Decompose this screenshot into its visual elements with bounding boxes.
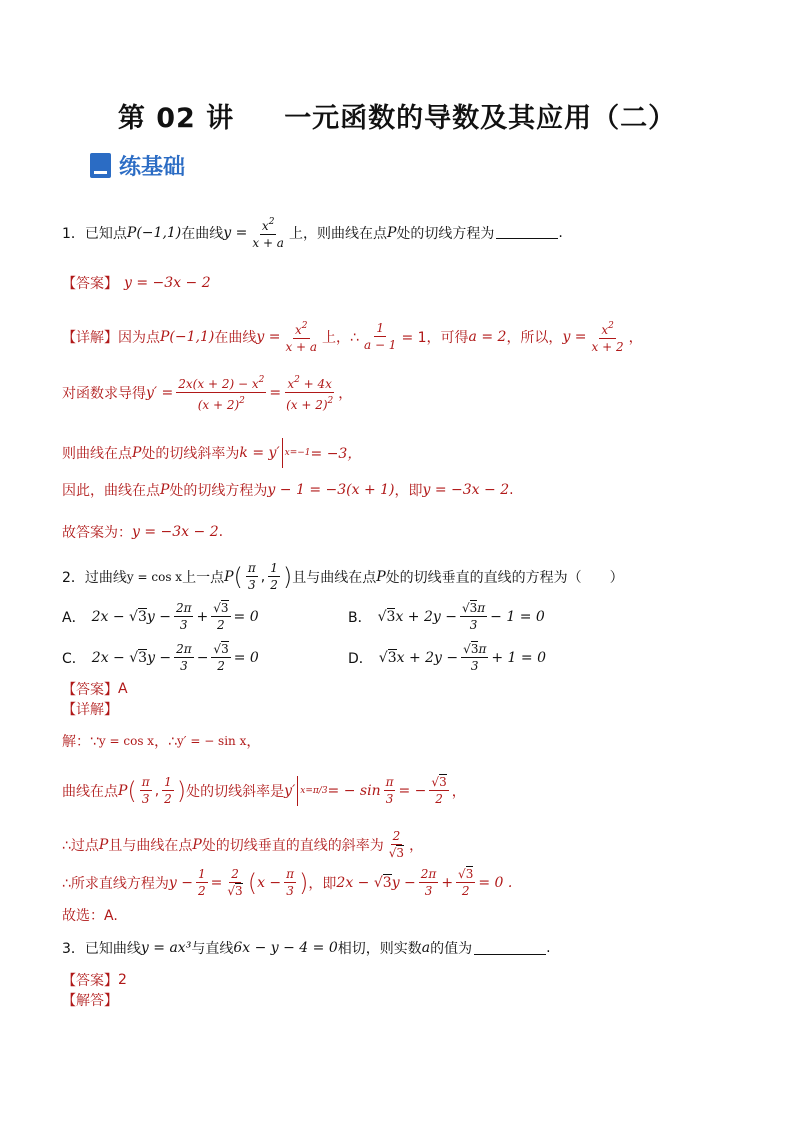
detail-point: P(−1,1) bbox=[160, 328, 215, 345]
fraction: $\frac{2\pi}{3}$ bbox=[420, 867, 437, 898]
detail-math: x=−1 bbox=[284, 448, 311, 458]
q3-text: 相切，则实数 bbox=[337, 941, 422, 957]
fraction: $\frac{\pi}{3}$ bbox=[247, 561, 256, 592]
option-math: = 0 bbox=[233, 608, 259, 625]
detail-math: = bbox=[269, 384, 282, 401]
question-1 bbox=[62, 214, 563, 251]
option-label: C． bbox=[62, 650, 86, 667]
q2-text: 过曲线 bbox=[84, 569, 127, 586]
q3-text: 的值为 bbox=[430, 941, 473, 957]
detail-2-line-5 bbox=[62, 905, 118, 925]
detail-1-line-4 bbox=[62, 480, 514, 500]
q2-point: P bbox=[224, 568, 234, 585]
fraction: $\frac{√3\pi}{3}$ bbox=[463, 642, 487, 673]
option-math: = 0 bbox=[233, 649, 259, 666]
detail-math: x=π/3 bbox=[300, 785, 328, 796]
q2-text: 处的切线垂直的直线的方程为（ ） bbox=[385, 569, 624, 586]
option-math: √3x + 2y − bbox=[378, 649, 459, 666]
detail-math: k = y′ bbox=[239, 445, 280, 461]
detail-text: 曲线在点 bbox=[62, 783, 118, 800]
q2-curve: y = cos x bbox=[126, 569, 183, 584]
answer-blank bbox=[474, 942, 546, 955]
option-math: − bbox=[196, 649, 209, 666]
detail-text: ， bbox=[338, 385, 353, 402]
option-math: + 1 = 0 bbox=[491, 649, 546, 666]
detail-3-tag bbox=[62, 990, 118, 1010]
fraction: $\frac{1}{2}$ bbox=[198, 867, 206, 898]
detail-text: 处的切线方程为 bbox=[169, 483, 268, 499]
detail-math: P bbox=[160, 482, 170, 498]
detail-math: y′ = bbox=[146, 384, 174, 401]
detail-text: 故选：A. bbox=[62, 908, 118, 924]
q3-curve: y = ax³ bbox=[140, 940, 192, 956]
q2-text: 且与曲线在点 bbox=[292, 569, 377, 586]
fraction: $\frac{x^2}{x + a}$ bbox=[250, 214, 286, 251]
detail-tag: 【详解】 bbox=[62, 702, 118, 718]
detail-text: = 1，可得 bbox=[401, 329, 469, 346]
detail-math: y′ = − sin x bbox=[177, 734, 247, 748]
detail-text: . bbox=[218, 524, 224, 540]
detail-math: + bbox=[441, 874, 454, 891]
detail-2-line-4: ∴所求直线方程为 y − $\frac{1}{2}$ = $\frac{2}{√3}$ ( x − $\frac{\pi}{3}$ ) ，即 2x − √3y − $\frac{2\pi}{3}$ + $\frac{√3}{2}$ = 0 . bbox=[62, 867, 513, 898]
detail-math: = bbox=[210, 874, 223, 891]
option-label: A． bbox=[62, 609, 86, 626]
option-math: + bbox=[196, 608, 209, 625]
q2-text: P bbox=[376, 568, 386, 585]
answer-3 bbox=[62, 970, 127, 990]
answer-tag: 【答案】 bbox=[62, 276, 118, 292]
answer-2 bbox=[62, 679, 128, 699]
detail-text: 故答案为： bbox=[62, 525, 132, 541]
answer-1 bbox=[62, 273, 211, 293]
detail-text: 在曲线 bbox=[214, 329, 257, 346]
fraction: $\frac{√3}{2}$ bbox=[431, 775, 447, 806]
detail-text: 因此，曲线在点 bbox=[62, 483, 160, 499]
detail-text: 对函数求导得 bbox=[62, 385, 146, 402]
question-2: 2． 过曲线 y = cos x 上一点 P ( $\frac{\pi}{3}$ , $\frac{1}{2}$ ) 且与曲线在点 P 处的切线垂直的直线的方程为（ ） bbox=[62, 561, 624, 592]
detail-text: . bbox=[509, 482, 514, 498]
q1-text: 在曲线 bbox=[181, 225, 224, 242]
q1-point: P(−1,1) bbox=[126, 224, 182, 241]
detail-1-line-5 bbox=[62, 522, 223, 542]
fraction: $\frac{2\pi}{3}$ bbox=[176, 642, 192, 673]
fraction: $\frac{1}{2}$ bbox=[270, 561, 278, 592]
q1-text: . bbox=[558, 224, 563, 241]
detail-2-line-2: 曲线在点 P ( $\frac{\pi}{3}$ , $\frac{1}{2}$ ) 处的切线斜率是 y′ x=π/3 = − sin $\frac{\pi}{3}$ = − $\frac{√3}{2}$ ， bbox=[62, 775, 466, 806]
detail-math: y − bbox=[168, 874, 194, 891]
title-part2: 一元函数的导数及其应用（二） bbox=[284, 103, 677, 134]
q1-text: 处的切线方程为 bbox=[396, 225, 495, 242]
option-c bbox=[62, 641, 259, 674]
detail-text: 则曲线在点 bbox=[62, 446, 132, 462]
fraction: $\frac{\pi}{3}$ bbox=[141, 775, 150, 806]
question-number: 3． bbox=[62, 941, 85, 957]
option-math: 2x − √3y − bbox=[91, 649, 172, 666]
section-label: 练基础 bbox=[119, 155, 186, 180]
detail-1-line-1 bbox=[62, 318, 643, 355]
answer-tag: 【答案】 bbox=[62, 973, 118, 989]
fraction: $\frac{x^2}{x + 2}$ bbox=[590, 318, 626, 355]
fraction: $\frac{2\pi}{3}$ bbox=[175, 601, 192, 632]
fraction: $\frac{x^2 + 4x}{(x + 2)^2}$ bbox=[284, 372, 335, 413]
detail-math: a = 2 bbox=[468, 328, 507, 345]
answer-value: 2 bbox=[118, 972, 127, 988]
fraction: $\frac{1}{2}$ bbox=[164, 775, 172, 806]
q3-text: 已知曲线 bbox=[84, 941, 141, 957]
detail-math: = −3， bbox=[310, 446, 362, 462]
fraction: $\frac{\pi}{3}$ bbox=[286, 867, 295, 898]
detail-text: 且与曲线在点 bbox=[108, 837, 193, 854]
detail-1-line-2 bbox=[62, 372, 352, 413]
question-3 bbox=[62, 938, 551, 958]
detail-1-line-3 bbox=[62, 438, 361, 468]
detail-2-line-3 bbox=[62, 828, 423, 861]
fraction: $\frac{√3}{2}$ bbox=[213, 601, 229, 632]
detail-text: ， bbox=[246, 734, 261, 750]
detail-math: P bbox=[118, 782, 128, 799]
page-title bbox=[0, 96, 794, 135]
q3-var: a bbox=[421, 940, 431, 956]
detail-math: y = −3x − 2 bbox=[132, 524, 219, 540]
detail-math: y = −3x − 2 bbox=[422, 482, 510, 498]
detail-text: 解：∵ bbox=[62, 734, 99, 750]
detail-math: P bbox=[192, 836, 202, 853]
detail-text: ， bbox=[409, 837, 424, 854]
detail-text: ，即 bbox=[394, 483, 423, 499]
q1-text: P bbox=[386, 224, 397, 241]
fraction: $\frac{1}{a - 1}$ bbox=[363, 321, 397, 352]
option-a bbox=[62, 600, 259, 633]
detail-tag: 【详解】 bbox=[62, 329, 118, 346]
book-icon bbox=[90, 153, 111, 178]
fraction: $\frac{2x(x + 2) - x^2}{(x + 2)^2}$ bbox=[176, 372, 266, 413]
option-d bbox=[348, 641, 546, 674]
detail-text: ， bbox=[628, 329, 643, 346]
option-math: − 1 = 0 bbox=[490, 608, 545, 625]
option-b bbox=[348, 600, 545, 633]
answer-blank bbox=[496, 226, 558, 239]
fraction: $\frac{√3}{2}$ bbox=[458, 867, 474, 898]
detail-math: y = bbox=[256, 328, 281, 345]
q2-text: 上一点 bbox=[182, 569, 225, 586]
option-math: 2x − √3y − bbox=[91, 608, 171, 625]
detail-math: y − 1 = −3(x + 1) bbox=[267, 482, 395, 498]
option-label: D． bbox=[348, 650, 373, 667]
detail-math: P bbox=[132, 445, 142, 461]
detail-math: y = cos x bbox=[98, 734, 155, 748]
question-number: 2． bbox=[62, 569, 85, 586]
option-math: √3x + 2y − bbox=[377, 608, 457, 625]
q1-text: 已知点 bbox=[84, 225, 127, 242]
detail-text: 上，∴ bbox=[322, 329, 359, 346]
q3-text: 与直线 bbox=[191, 941, 234, 957]
question-number: 1． bbox=[62, 225, 85, 242]
detail-text: ，即 bbox=[308, 875, 337, 892]
detail-text: ∴所求直线方程为 bbox=[62, 875, 169, 892]
fraction: $\frac{2}{√3}$ bbox=[388, 829, 405, 860]
detail-math: = 0 . bbox=[478, 874, 513, 891]
answer-value: y = −3x − 2 bbox=[124, 275, 211, 291]
detail-math: P bbox=[98, 836, 109, 853]
detail-math: x − bbox=[257, 874, 282, 891]
option-label: B． bbox=[348, 609, 372, 626]
section-header bbox=[90, 150, 185, 181]
q3-text: . bbox=[546, 940, 551, 956]
detail-text: ∴过点 bbox=[62, 837, 99, 854]
q3-line: 6x − y − 4 = 0 bbox=[233, 940, 338, 956]
detail-text: ，∴ bbox=[154, 734, 177, 750]
fraction: $\frac{√3}{2}$ bbox=[213, 642, 229, 673]
detail-text: 因为点 bbox=[118, 329, 160, 346]
detail-text: 处的切线垂直的直线的斜率为 bbox=[201, 837, 384, 854]
answer-value: A bbox=[118, 681, 128, 697]
detail-math: = − bbox=[398, 782, 427, 799]
detail-text: 处的切线斜率为 bbox=[141, 446, 240, 462]
q1-text: 上，则曲线在点 bbox=[288, 225, 387, 242]
detail-text: ， bbox=[451, 783, 466, 800]
q1-curve: y = bbox=[223, 224, 248, 241]
detail-2-line-1 bbox=[62, 731, 260, 751]
fraction: $\frac{x^2}{x + a}$ bbox=[283, 318, 319, 355]
detail-tag: 【解答】 bbox=[62, 993, 118, 1009]
detail-text: ，所以， bbox=[506, 329, 563, 346]
detail-math: 2x − √3y − bbox=[336, 874, 416, 891]
answer-tag: 【答案】 bbox=[62, 682, 118, 698]
detail-math: y = bbox=[562, 328, 587, 345]
fraction: $\frac{√3\pi}{3}$ bbox=[461, 601, 486, 632]
detail-math: y′ bbox=[284, 782, 296, 799]
detail-math: = − sin bbox=[327, 782, 381, 799]
fraction: $\frac{\pi}{3}$ bbox=[385, 775, 394, 806]
detail-2-tag bbox=[62, 699, 118, 719]
fraction: $\frac{2}{√3}$ bbox=[227, 867, 243, 898]
title-part1: 第 02 讲 bbox=[117, 103, 235, 134]
detail-text: 处的切线斜率是 bbox=[186, 783, 285, 800]
